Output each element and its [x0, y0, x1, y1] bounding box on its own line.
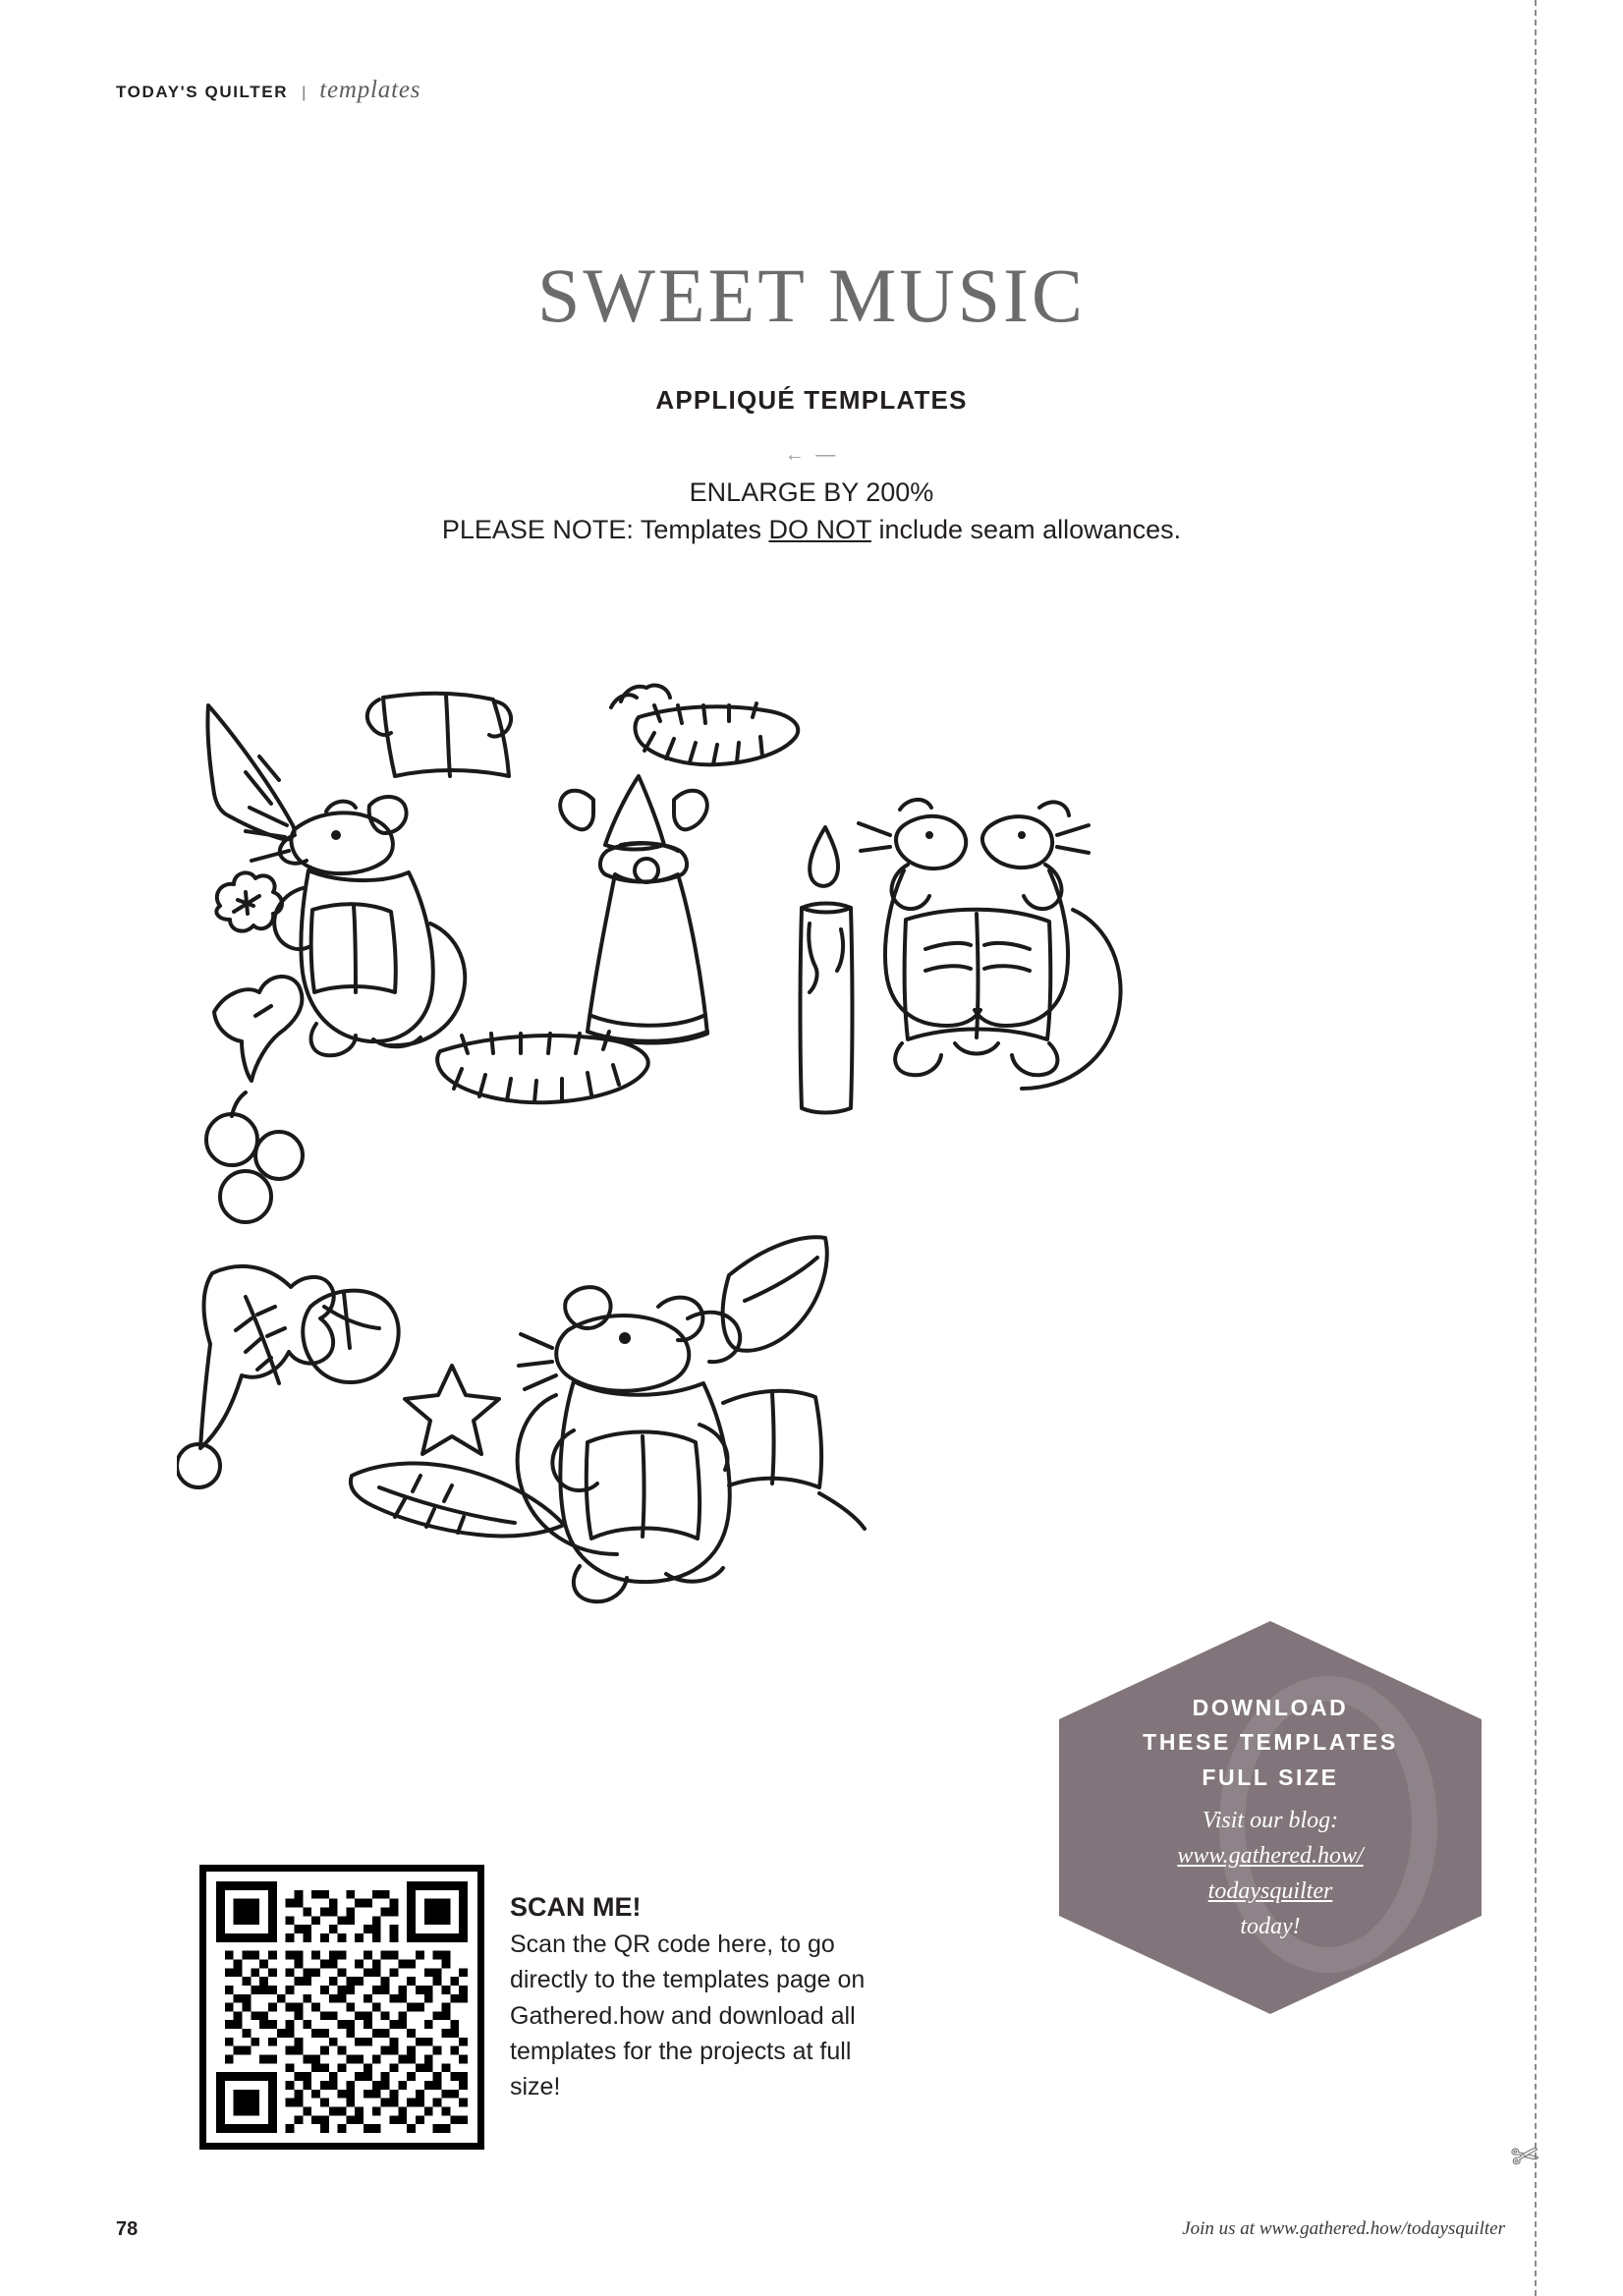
page-header [116, 77, 420, 104]
page-subtitle: APPLIQUÉ TEMPLATES [655, 385, 968, 415]
star-shape [405, 1366, 499, 1454]
holly-leaf-small [351, 1463, 564, 1536]
qr-code-icon[interactable] [199, 1865, 484, 2150]
decorative-divider: ← — [784, 444, 839, 466]
download-templates-badge[interactable] [1059, 1621, 1482, 2014]
header-section-label: templates [319, 77, 421, 103]
two-mice-with-book [859, 800, 1121, 1089]
badge-visit-label: Visit our blog: [1202, 1808, 1339, 1834]
songbook-top [367, 694, 511, 776]
scissors-icon: ✄ [1508, 2136, 1542, 2177]
badge-line-1: DOWNLOAD [1192, 1694, 1349, 1720]
qr-description: Scan the QR code here, to go directly to the templates page on Gathered.how and download all templates for the projects at full size! [510, 1931, 866, 2100]
mouse-left-with-book [246, 797, 465, 1055]
holly-leaf-large [177, 1266, 334, 1487]
flower-shape [216, 872, 282, 930]
badge-url-line-1[interactable]: www.gathered.how/ [1177, 1843, 1364, 1870]
pine-sprig-top [636, 703, 799, 764]
acorn-shape [303, 1291, 398, 1382]
berries-cluster [206, 1092, 303, 1222]
cut-line [1535, 0, 1537, 2296]
header-separator: | [302, 84, 307, 101]
mouse-bottom-with-book [518, 1237, 865, 1601]
leaf-shape-top-left [207, 705, 294, 839]
bonnet-and-dress [560, 686, 707, 1043]
pine-sprig-middle [437, 1032, 648, 1102]
seam-allowance-note [0, 511, 1623, 548]
magazine-brand: TODAY'S QUILTER [116, 83, 289, 101]
badge-text [1059, 1621, 1482, 2014]
badge-line-3: FULL SIZE [1202, 1764, 1339, 1790]
page-title: SWEET MUSIC [536, 252, 1087, 338]
badge-url-line-2[interactable]: todaysquilter [1207, 1878, 1333, 1905]
badge-today-label: today! [1240, 1914, 1301, 1940]
badge-blog-block [1177, 1803, 1363, 1944]
qr-text-block [510, 1865, 903, 2104]
enlarge-note: ENLARGE BY 200% [689, 477, 934, 507]
appliqué-template-artwork [177, 678, 1316, 1690]
badge-line-2: THESE TEMPLATES [1143, 1729, 1398, 1756]
leaf-shape-mid-left [214, 977, 302, 1081]
qr-section [199, 1865, 903, 2150]
scan-me-heading: SCAN ME! [510, 1892, 642, 1922]
seam-note-post: include seam allowances. [870, 515, 1182, 545]
candle-with-flame [801, 827, 853, 1113]
page-number: 78 [116, 2218, 139, 2240]
template-notes [0, 474, 1623, 549]
seam-note-emphasis: DO NOT [768, 515, 871, 545]
seam-note-pre: PLEASE NOTE: Templates [441, 515, 769, 545]
footer-note: Join us at www.gathered.how/todaysquilter [1182, 2218, 1505, 2239]
